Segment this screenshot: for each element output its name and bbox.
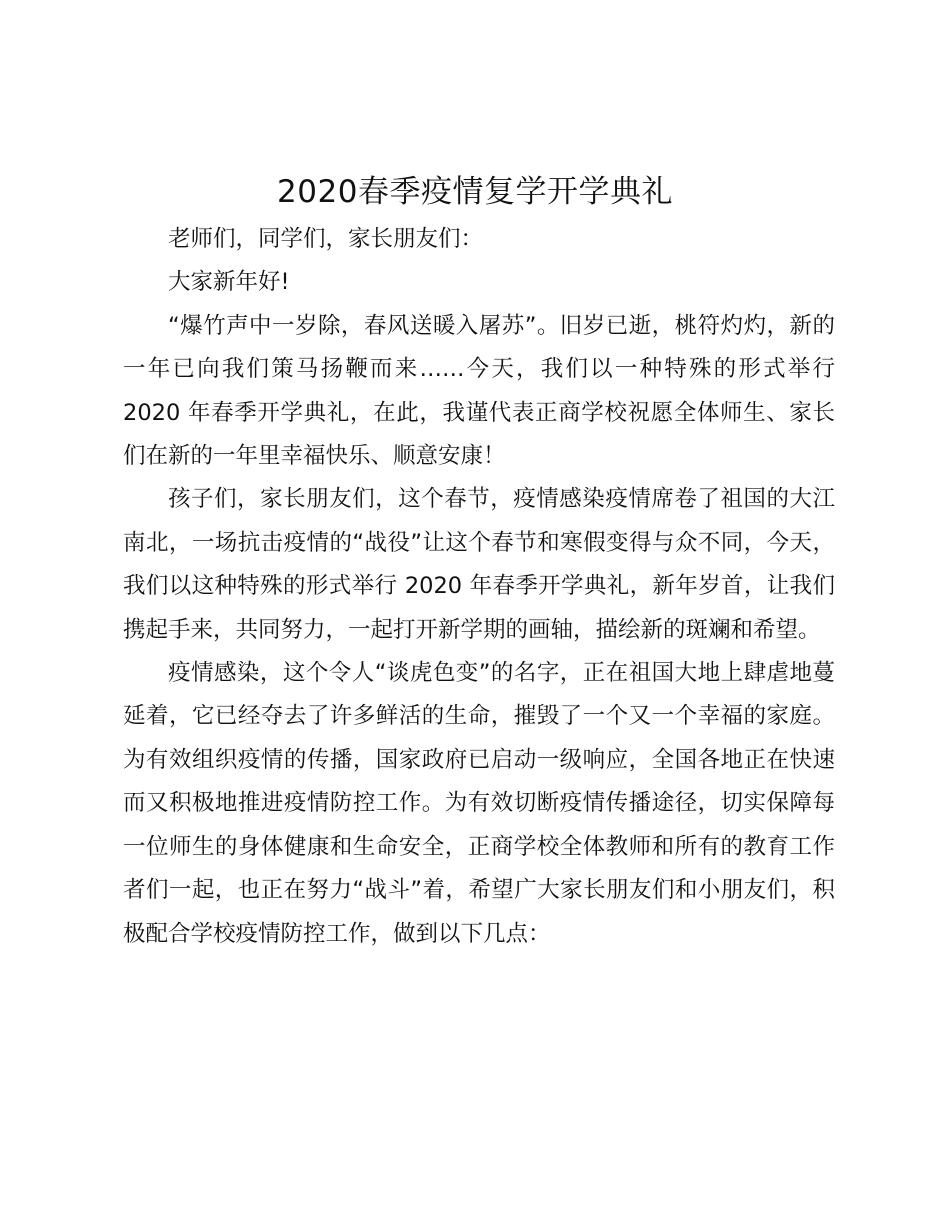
document-body bbox=[123, 218, 835, 956]
new-year-paragraph: 大家新年好! bbox=[168, 269, 290, 296]
body-paragraph-2: 孩子们，家长朋友们，这个春节，疫情感染疫情席卷了祖国的大江南北，一场抗击疫情的“战役”让这个春节和寒假变得与众不同，今天，我们以这种特殊的形式举行 2020 年春季开学典礼，新年岁首，让我们携起手来，共同努力，一起打开新学期的画轴，描绘新的斑斓和希望。 bbox=[123, 486, 835, 643]
body-paragraph-3: 疫情感染，这个令人“谈虎色变”的名字，正在祖国大地上肆虐地蔓延着，它已经夺去了许多鲜活的生命，摧毁了一个又一个幸福的家庭。为有效组织疫情的传播，国家政府已启动一级响应，全国各地正在快速而又积极地推进疫情防控工作。为有效切断疫情传播途径，切实保障每一位师生的身体健康和生命安全，正商学校全体教师和所有的教育工作者们一起，也正在努力“战斗”着，希望广大家长朋友们和小朋友们，积极配合学校疫情防控工作，做到以下几点： bbox=[123, 660, 835, 947]
body-paragraph-1: “爆竹声中一岁除，春风送暖入屠苏”。旧岁已逝，桃符灼灼，新的一年已向我们策马扬鞭而来……今天，我们以一种特殊的形式举行 2020 年春季开学典礼，在此，我谨代表正商学校祝愿全体师生、家长们在新的一年里幸福快乐、顺意安康！ bbox=[123, 312, 835, 470]
page-title: 2020春季疫情复学开学典礼 bbox=[277, 174, 673, 210]
greeting-paragraph: 老师们，同学们，家长朋友们： bbox=[168, 226, 484, 252]
